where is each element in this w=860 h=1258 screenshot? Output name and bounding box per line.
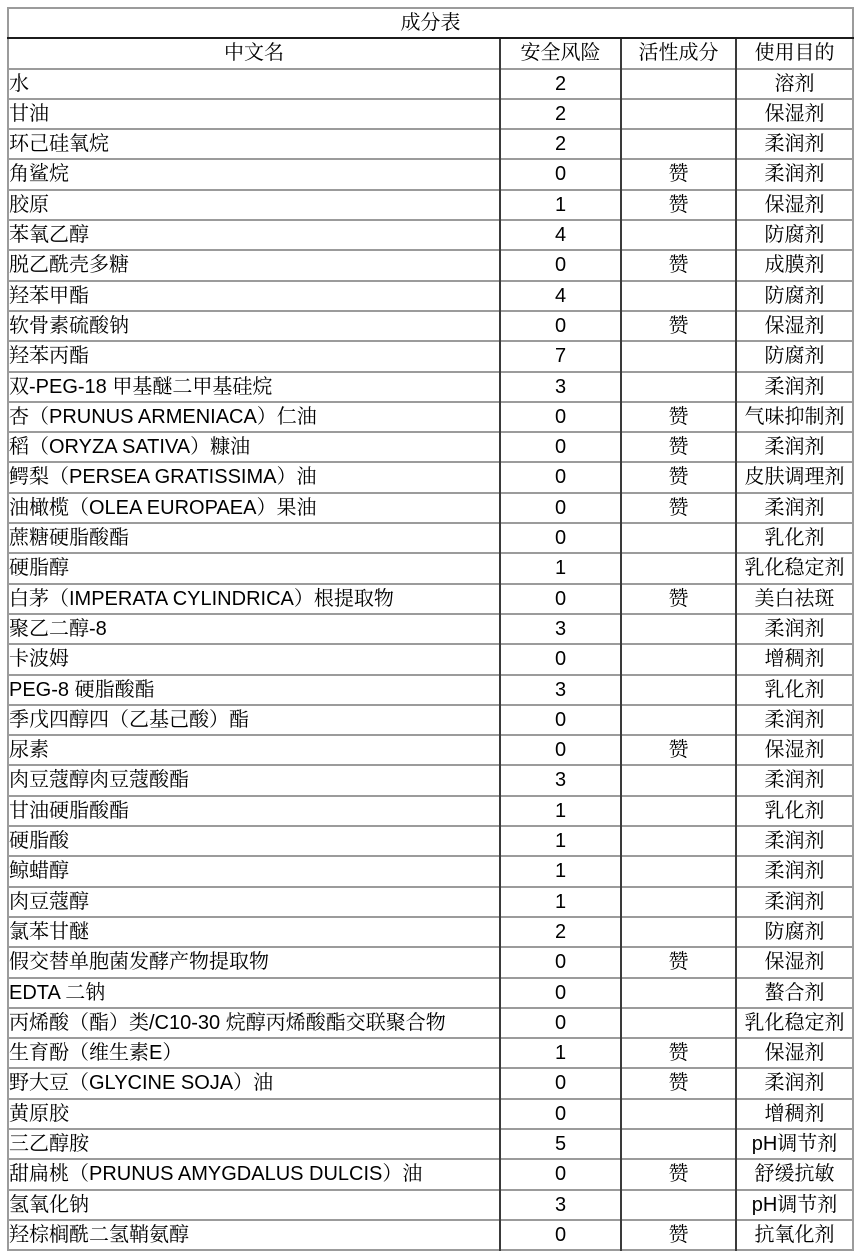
active-ingredient-cell	[621, 372, 736, 402]
table-row	[8, 281, 853, 311]
ingredient-name-cell: 甘油硬脂酸酯	[8, 796, 500, 826]
usage-purpose-cell: 柔润剂	[736, 856, 853, 886]
usage-purpose-cell: 乳化稳定剂	[736, 553, 853, 583]
ingredient-name-cell: 季戊四醇四（乙基己酸）酯	[8, 705, 500, 735]
ingredient-name-cell: 尿素	[8, 735, 500, 765]
active-ingredient-cell	[621, 341, 736, 371]
safety-risk-cell: 2	[500, 129, 621, 159]
table-row	[8, 947, 853, 977]
ingredient-name-cell: 三乙醇胺	[8, 1129, 500, 1159]
active-ingredient-cell	[621, 553, 736, 583]
table-row	[8, 856, 853, 886]
safety-risk-cell: 0	[500, 402, 621, 432]
active-ingredient-cell	[621, 765, 736, 795]
table-row	[8, 69, 853, 99]
ingredient-name-cell: 羟苯甲酯	[8, 281, 500, 311]
usage-purpose-cell: 柔润剂	[736, 159, 853, 189]
header-chinese-name: 中文名	[8, 38, 500, 68]
table-body	[8, 69, 853, 1251]
usage-purpose-cell: 成膜剂	[736, 250, 853, 280]
table-row	[8, 99, 853, 129]
table-row	[8, 735, 853, 765]
table-row	[8, 159, 853, 189]
safety-risk-cell: 0	[500, 978, 621, 1008]
safety-risk-cell: 2	[500, 69, 621, 99]
ingredient-name-cell: 假交替单胞菌发酵产物提取物	[8, 947, 500, 977]
safety-risk-cell: 0	[500, 493, 621, 523]
table-row	[8, 826, 853, 856]
usage-purpose-cell: 增稠剂	[736, 644, 853, 674]
safety-risk-cell: 0	[500, 644, 621, 674]
table-row	[8, 402, 853, 432]
usage-purpose-cell: 气味抑制剂	[736, 402, 853, 432]
active-ingredient-cell: 赞	[621, 1220, 736, 1250]
table-row	[8, 341, 853, 371]
safety-risk-cell: 2	[500, 917, 621, 947]
usage-purpose-cell: 保湿剂	[736, 311, 853, 341]
safety-risk-cell: 3	[500, 1190, 621, 1220]
table-row	[8, 311, 853, 341]
table-row	[8, 1008, 853, 1038]
table-row	[8, 493, 853, 523]
usage-purpose-cell: 柔润剂	[736, 826, 853, 856]
table-row	[8, 190, 853, 220]
table-row	[8, 675, 853, 705]
title-row	[8, 8, 853, 38]
ingredient-name-cell: 环己硅氧烷	[8, 129, 500, 159]
active-ingredient-cell: 赞	[621, 190, 736, 220]
usage-purpose-cell: 防腐剂	[736, 220, 853, 250]
usage-purpose-cell: 柔润剂	[736, 887, 853, 917]
safety-risk-cell: 1	[500, 796, 621, 826]
ingredient-name-cell: 鲸蜡醇	[8, 856, 500, 886]
usage-purpose-cell: 保湿剂	[736, 1038, 853, 1068]
usage-purpose-cell: 柔润剂	[736, 493, 853, 523]
ingredient-name-cell: 肉豆蔻醇肉豆蔻酸酯	[8, 765, 500, 795]
active-ingredient-cell	[621, 644, 736, 674]
table-row	[8, 462, 853, 492]
safety-risk-cell: 4	[500, 220, 621, 250]
ingredient-name-cell: 杏（PRUNUS ARMENIACA）仁油	[8, 402, 500, 432]
active-ingredient-cell: 赞	[621, 1038, 736, 1068]
usage-purpose-cell: 柔润剂	[736, 129, 853, 159]
usage-purpose-cell: 增稠剂	[736, 1099, 853, 1129]
header-safety-risk: 安全风险	[500, 38, 621, 68]
active-ingredient-cell: 赞	[621, 462, 736, 492]
active-ingredient-cell	[621, 129, 736, 159]
table-row	[8, 523, 853, 553]
ingredient-name-cell: 野大豆（GLYCINE SOJA）油	[8, 1068, 500, 1098]
active-ingredient-cell	[621, 796, 736, 826]
ingredient-name-cell: 硬脂酸	[8, 826, 500, 856]
safety-risk-cell: 0	[500, 159, 621, 189]
safety-risk-cell: 3	[500, 765, 621, 795]
safety-risk-cell: 0	[500, 432, 621, 462]
usage-purpose-cell: 防腐剂	[736, 281, 853, 311]
safety-risk-cell: 0	[500, 1099, 621, 1129]
table-row	[8, 1038, 853, 1068]
safety-risk-cell: 0	[500, 705, 621, 735]
active-ingredient-cell	[621, 1129, 736, 1159]
usage-purpose-cell: 保湿剂	[736, 947, 853, 977]
safety-risk-cell: 2	[500, 99, 621, 129]
ingredient-name-cell: 角鲨烷	[8, 159, 500, 189]
safety-risk-cell: 0	[500, 523, 621, 553]
ingredient-name-cell: 甜扁桃（PRUNUS AMYGDALUS DULCIS）油	[8, 1159, 500, 1189]
safety-risk-cell: 4	[500, 281, 621, 311]
active-ingredient-cell	[621, 826, 736, 856]
active-ingredient-cell	[621, 99, 736, 129]
usage-purpose-cell: 保湿剂	[736, 99, 853, 129]
safety-risk-cell: 3	[500, 614, 621, 644]
active-ingredient-cell: 赞	[621, 432, 736, 462]
usage-purpose-cell: 柔润剂	[736, 432, 853, 462]
active-ingredient-cell	[621, 1099, 736, 1129]
table-title: 成分表	[8, 8, 853, 38]
active-ingredient-cell	[621, 1008, 736, 1038]
usage-purpose-cell: 柔润剂	[736, 614, 853, 644]
table-row	[8, 614, 853, 644]
table-row	[8, 978, 853, 1008]
table-row	[8, 1129, 853, 1159]
safety-risk-cell: 1	[500, 553, 621, 583]
header-row	[8, 38, 853, 68]
table-row	[8, 1159, 853, 1189]
usage-purpose-cell: pH调节剂	[736, 1129, 853, 1159]
ingredient-name-cell: 硬脂醇	[8, 553, 500, 583]
ingredient-table	[7, 7, 854, 1251]
usage-purpose-cell: 溶剂	[736, 69, 853, 99]
active-ingredient-cell	[621, 220, 736, 250]
safety-risk-cell: 7	[500, 341, 621, 371]
ingredient-name-cell: 双-PEG-18 甲基醚二甲基硅烷	[8, 372, 500, 402]
active-ingredient-cell: 赞	[621, 947, 736, 977]
usage-purpose-cell: 柔润剂	[736, 705, 853, 735]
table-row	[8, 1190, 853, 1220]
safety-risk-cell: 3	[500, 675, 621, 705]
safety-risk-cell: 0	[500, 1008, 621, 1038]
safety-risk-cell: 5	[500, 1129, 621, 1159]
active-ingredient-cell	[621, 523, 736, 553]
usage-purpose-cell: 皮肤调理剂	[736, 462, 853, 492]
table-row	[8, 250, 853, 280]
table-row	[8, 584, 853, 614]
table-row	[8, 372, 853, 402]
ingredient-name-cell: 软骨素硫酸钠	[8, 311, 500, 341]
usage-purpose-cell: 抗氧化剂	[736, 1220, 853, 1250]
ingredient-name-cell: 油橄榄（OLEA EUROPAEA）果油	[8, 493, 500, 523]
usage-purpose-cell: 保湿剂	[736, 735, 853, 765]
table-row	[8, 129, 853, 159]
safety-risk-cell: 0	[500, 1068, 621, 1098]
usage-purpose-cell: pH调节剂	[736, 1190, 853, 1220]
usage-purpose-cell: 螯合剂	[736, 978, 853, 1008]
safety-risk-cell: 0	[500, 947, 621, 977]
safety-risk-cell: 0	[500, 462, 621, 492]
table-row	[8, 887, 853, 917]
safety-risk-cell: 1	[500, 1038, 621, 1068]
ingredient-name-cell: 水	[8, 69, 500, 99]
active-ingredient-cell	[621, 281, 736, 311]
safety-risk-cell: 0	[500, 311, 621, 341]
header-usage-purpose: 使用目的	[736, 38, 853, 68]
table-row	[8, 796, 853, 826]
usage-purpose-cell: 保湿剂	[736, 190, 853, 220]
safety-risk-cell: 1	[500, 190, 621, 220]
active-ingredient-cell: 赞	[621, 311, 736, 341]
table-head	[8, 8, 853, 69]
table-row	[8, 1220, 853, 1250]
safety-risk-cell: 1	[500, 826, 621, 856]
ingredient-name-cell: EDTA 二钠	[8, 978, 500, 1008]
ingredient-name-cell: 氢氧化钠	[8, 1190, 500, 1220]
table-row	[8, 644, 853, 674]
active-ingredient-cell	[621, 887, 736, 917]
ingredient-name-cell: 羟苯丙酯	[8, 341, 500, 371]
safety-risk-cell: 0	[500, 1220, 621, 1250]
header-active-ingredient: 活性成分	[621, 38, 736, 68]
ingredient-name-cell: 蔗糖硬脂酸酯	[8, 523, 500, 553]
usage-purpose-cell: 柔润剂	[736, 372, 853, 402]
safety-risk-cell: 0	[500, 735, 621, 765]
usage-purpose-cell: 乳化剂	[736, 675, 853, 705]
table-row	[8, 1099, 853, 1129]
active-ingredient-cell: 赞	[621, 159, 736, 189]
ingredient-name-cell: 羟棕榈酰二氢鞘氨醇	[8, 1220, 500, 1250]
active-ingredient-cell: 赞	[621, 493, 736, 523]
safety-risk-cell: 3	[500, 372, 621, 402]
table-row	[8, 220, 853, 250]
ingredient-name-cell: 苯氧乙醇	[8, 220, 500, 250]
usage-purpose-cell: 舒缓抗敏	[736, 1159, 853, 1189]
ingredient-name-cell: 白茅（IMPERATA CYLINDRICA）根提取物	[8, 584, 500, 614]
usage-purpose-cell: 防腐剂	[736, 917, 853, 947]
active-ingredient-cell	[621, 978, 736, 1008]
ingredient-name-cell: 鳄梨（PERSEA GRATISSIMA）油	[8, 462, 500, 492]
table-row	[8, 765, 853, 795]
active-ingredient-cell: 赞	[621, 402, 736, 432]
active-ingredient-cell	[621, 614, 736, 644]
safety-risk-cell: 1	[500, 856, 621, 886]
safety-risk-cell: 0	[500, 584, 621, 614]
safety-risk-cell: 0	[500, 1159, 621, 1189]
usage-purpose-cell: 柔润剂	[736, 765, 853, 795]
usage-purpose-cell: 乳化剂	[736, 796, 853, 826]
table-row	[8, 432, 853, 462]
active-ingredient-cell: 赞	[621, 584, 736, 614]
active-ingredient-cell: 赞	[621, 735, 736, 765]
active-ingredient-cell: 赞	[621, 250, 736, 280]
active-ingredient-cell	[621, 917, 736, 947]
ingredient-name-cell: 生育酚（维生素E）	[8, 1038, 500, 1068]
ingredient-name-cell: 甘油	[8, 99, 500, 129]
ingredient-name-cell: 脱乙酰壳多糖	[8, 250, 500, 280]
ingredient-name-cell: 稻（ORYZA SATIVA）糠油	[8, 432, 500, 462]
usage-purpose-cell: 柔润剂	[736, 1068, 853, 1098]
table-row	[8, 917, 853, 947]
ingredient-name-cell: PEG-8 硬脂酸酯	[8, 675, 500, 705]
active-ingredient-cell	[621, 69, 736, 99]
ingredient-name-cell: 氯苯甘醚	[8, 917, 500, 947]
usage-purpose-cell: 乳化稳定剂	[736, 1008, 853, 1038]
active-ingredient-cell: 赞	[621, 1068, 736, 1098]
active-ingredient-cell	[621, 675, 736, 705]
ingredient-name-cell: 丙烯酸（酯）类/C10-30 烷醇丙烯酸酯交联聚合物	[8, 1008, 500, 1038]
active-ingredient-cell	[621, 856, 736, 886]
ingredient-name-cell: 聚乙二醇-8	[8, 614, 500, 644]
table-row	[8, 553, 853, 583]
ingredient-name-cell: 肉豆蔻醇	[8, 887, 500, 917]
active-ingredient-cell	[621, 705, 736, 735]
ingredient-name-cell: 胶原	[8, 190, 500, 220]
table-row	[8, 705, 853, 735]
usage-purpose-cell: 美白祛斑	[736, 584, 853, 614]
safety-risk-cell: 1	[500, 887, 621, 917]
ingredient-name-cell: 黄原胶	[8, 1099, 500, 1129]
safety-risk-cell: 0	[500, 250, 621, 280]
table-row	[8, 1068, 853, 1098]
usage-purpose-cell: 防腐剂	[736, 341, 853, 371]
usage-purpose-cell: 乳化剂	[736, 523, 853, 553]
active-ingredient-cell	[621, 1190, 736, 1220]
active-ingredient-cell: 赞	[621, 1159, 736, 1189]
ingredient-name-cell: 卡波姆	[8, 644, 500, 674]
